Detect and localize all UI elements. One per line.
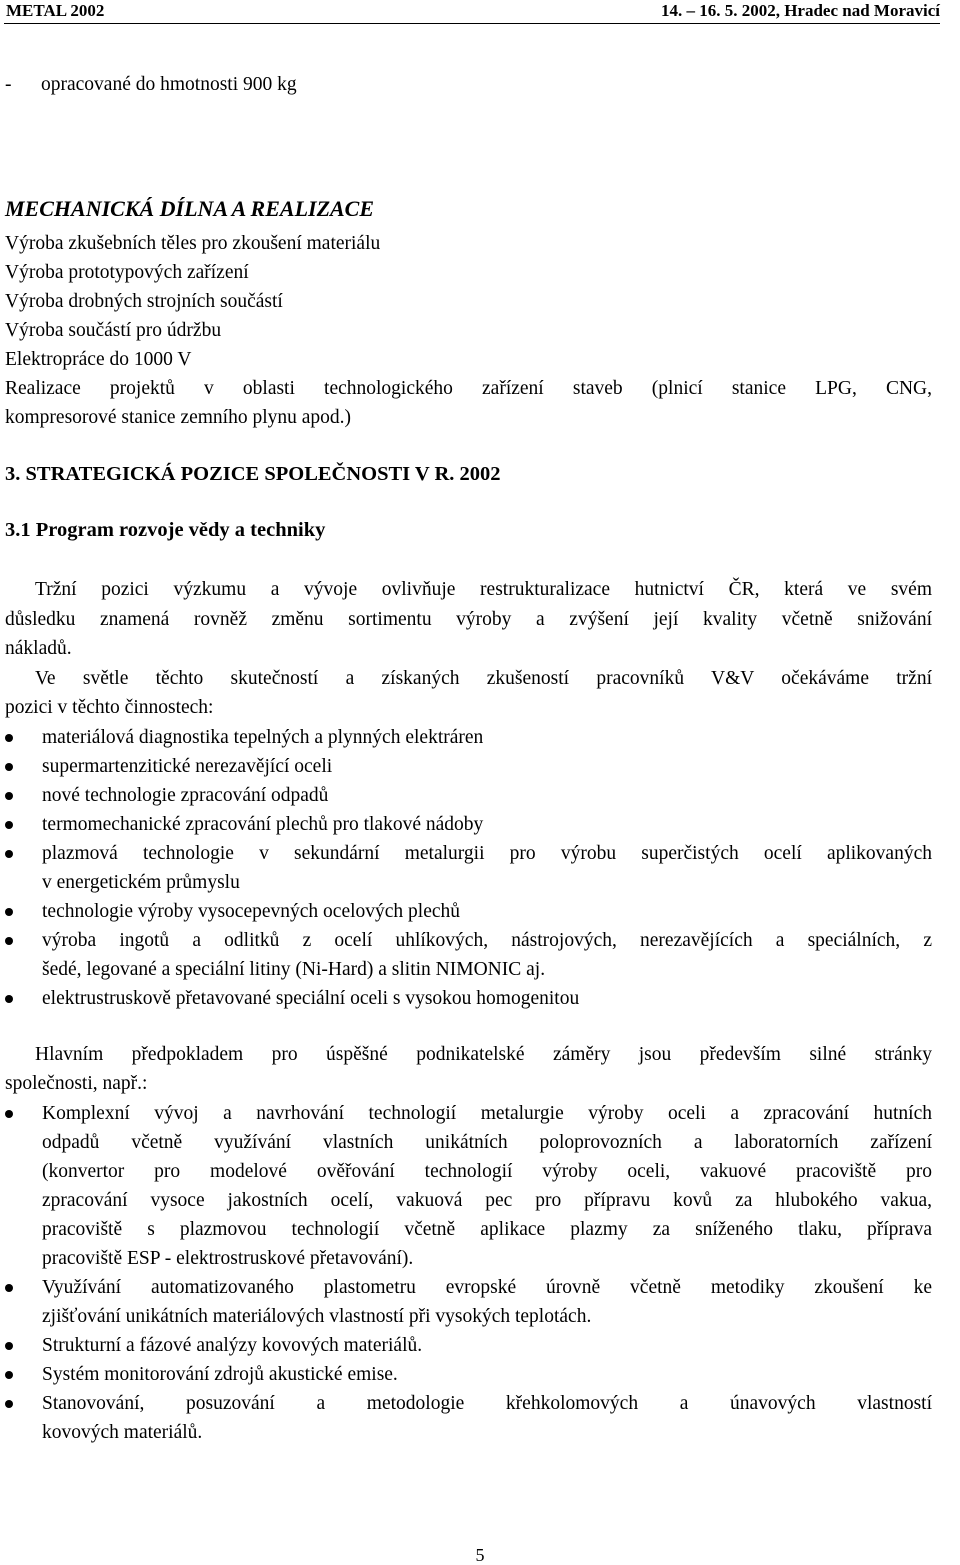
list-item-line: Využívání automatizovaného plastometru evropské úrovně včetně metodiky zkoušení ke <box>42 1276 932 1298</box>
paragraph-line: Tržní pozici výzkumu a vývoje ovlivňuje restrukturalizace hutnictví ČR, která ve svém <box>35 579 932 600</box>
dash-marker: - <box>5 74 12 95</box>
mech-line: Výroba drobných strojních součástí <box>5 291 283 312</box>
bullet-icon <box>5 763 13 771</box>
mech-line: Výroba součástí pro údržbu <box>5 320 222 341</box>
list-item-line: Komplexní vývoj a navrhování technologií metalurgie výroby oceli a zpracování hutních <box>42 1102 932 1124</box>
mech-line: Elektropráce do 1000 V <box>5 349 192 370</box>
paragraph-line: nákladů. <box>5 638 72 659</box>
list-item-line: Strukturní a fázové analýzy kovových materiálů. <box>42 1334 423 1356</box>
header-conference: METAL 2002 <box>6 1 105 20</box>
bullet-icon <box>5 734 13 742</box>
bullet-icon <box>5 850 13 858</box>
list-item <box>5 781 932 810</box>
mech-line: Výroba zkušebních těles pro zkoušení materiálu <box>5 233 381 254</box>
list-item <box>5 1360 932 1389</box>
bullet-icon <box>5 995 13 1003</box>
list-item-line: zpracování vysoce jakostních ocelí, vakuová pec pro přípravu kovů za hlubokého vakua, <box>42 1189 932 1211</box>
section-title-mechanical: MECHANICKÁ DÍLNA A REALIZACE <box>5 196 375 221</box>
paragraph-line: pozici v těchto činnostech: <box>5 697 214 718</box>
list-item-line: supermartenzitické nerezavějící oceli <box>42 755 333 777</box>
capability-list <box>5 723 932 1013</box>
list-item <box>5 1389 932 1447</box>
list-item <box>5 926 932 984</box>
subsection-title: 3.1 Program rozvoje vědy a techniky <box>5 519 326 541</box>
list-item-line: elektrustruskově přetavované speciální oceli s vysokou homogenitou <box>42 987 580 1009</box>
bullet-icon <box>5 1371 13 1379</box>
page-header <box>6 0 940 22</box>
list-item <box>5 723 932 752</box>
mech-line: Výroba prototypových zařízení <box>5 262 249 283</box>
list-item <box>5 810 932 839</box>
bullet-icon <box>5 1284 13 1292</box>
paragraph-line: společnosti, např.: <box>5 1073 148 1094</box>
list-item-line: Systém monitorování zdrojů akustické emise. <box>42 1363 398 1385</box>
list-item-line: plazmová technologie v sekundární metalurgii pro výrobu superčistých ocelí aplikovaných <box>42 842 932 864</box>
list-item-line: technologie výroby vysocepevných ocelových plechů <box>42 900 461 922</box>
list-item-line: pracoviště s plazmovou technologií včetně aplikace plazmy za sníženého tlaku, příprava <box>42 1218 932 1240</box>
list-item-line: Stanovování, posuzování a metodologie křehkolomových a únavových vlastností <box>42 1392 932 1414</box>
list-item <box>5 752 932 781</box>
list-item-line: odpadů včetně využívání vlastních unikátních poloprovozních a laboratorních zařízení <box>42 1131 932 1153</box>
page-content <box>5 70 932 1447</box>
bullet-icon <box>5 908 13 916</box>
paragraph-line: Ve světle těchto skutečností a získaných zkušeností pracovníků V&V očekáváme tržní <box>35 667 932 689</box>
paragraph-line: Hlavním předpokladem pro úspěšné podnikatelské záměry jsou především silné stránky <box>35 1043 932 1065</box>
list-item-line: (konvertor pro modelové ověřování technologií výroby oceli, vakuové pracoviště pro <box>42 1160 932 1182</box>
paragraph-line: důsledku znamená rovněž změnu sortimentu výroby a zvýšení její kvality včetně snižování <box>5 608 932 630</box>
bullet-icon <box>5 821 13 829</box>
page-number: 5 <box>475 1545 485 1565</box>
strengths-list <box>5 1099 932 1447</box>
dash-item-text: opracované do hmotnosti 900 kg <box>41 74 297 95</box>
list-item <box>5 1099 932 1273</box>
mech-realizace-line: Realizace projektů v oblasti technologického zařízení staveb (plnicí stanice LPG, CNG, <box>5 378 932 399</box>
list-item-line: materiálová diagnostika tepelných a plynných elektráren <box>42 726 484 748</box>
list-item <box>5 1273 932 1331</box>
bullet-icon <box>5 792 13 800</box>
list-item-line: termomechanické zpracování plechů pro tlakové nádoby <box>42 813 484 835</box>
header-date-place: 14. – 16. 5. 2002, Hradec nad Moravicí <box>660 1 940 20</box>
bullet-icon <box>5 1342 13 1350</box>
list-item-line: zjišťování unikátních materiálových vlastností při vysokých teplotách. <box>42 1305 592 1327</box>
section-title-strategic: 3. STRATEGICKÁ POZICE SPOLEČNOSTI V R. 2002 <box>5 463 501 485</box>
header-rule <box>4 23 940 24</box>
bullet-icon <box>5 1110 13 1118</box>
dash-item <box>5 70 932 99</box>
list-item-line: šedé, legované a speciální litiny (Ni-Hard) a slitin NIMONIC aj. <box>42 958 546 980</box>
bullet-icon <box>5 1400 13 1408</box>
list-item <box>5 984 932 1013</box>
list-item-line: v energetickém průmyslu <box>42 871 240 893</box>
list-item <box>5 897 932 926</box>
list-item-line: kovových materiálů. <box>42 1421 203 1443</box>
mech-realizace-line: kompresorové stanice zemního plynu apod.) <box>5 407 352 428</box>
list-item <box>5 1331 932 1360</box>
list-item-line: výroba ingotů a odlitků z ocelí uhlíkových, nástrojových, nerezavějících a speciálních, z <box>42 929 932 951</box>
list-item <box>5 839 932 897</box>
list-item-line: pracoviště ESP - elektrostruskové přetavování). <box>42 1247 414 1269</box>
bullet-icon <box>5 937 13 945</box>
list-item-line: nové technologie zpracování odpadů <box>42 784 329 806</box>
